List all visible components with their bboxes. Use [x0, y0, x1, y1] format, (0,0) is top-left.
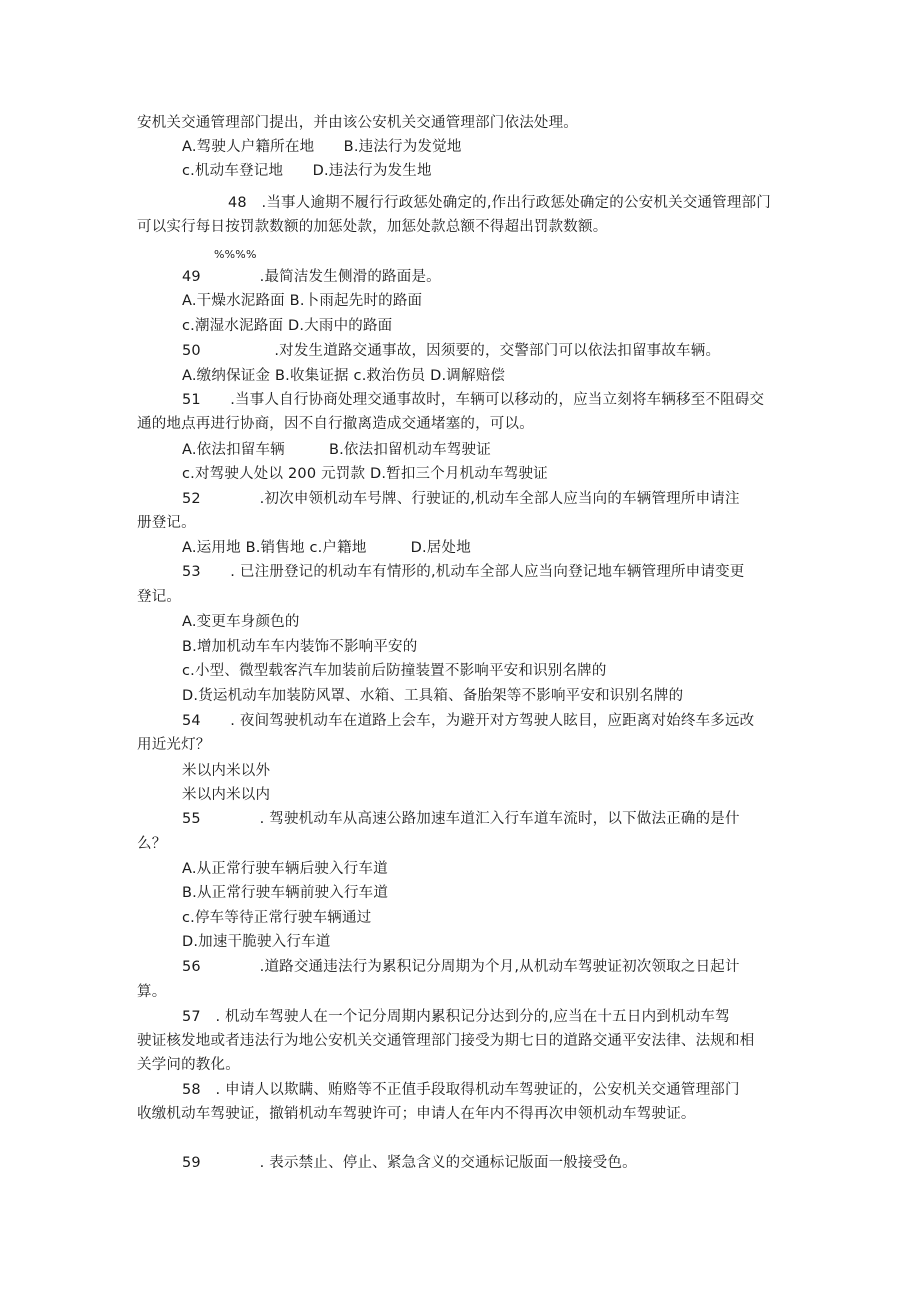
question-59: 59 . 表示禁止、停止、紧急含义的交通标记版面一般接受色。 — [182, 1155, 637, 1171]
text-line: %%%% — [214, 248, 257, 261]
text-line: 登记。 — [137, 589, 182, 605]
option-line: c.停车等待正常行驶车辆通过 — [182, 910, 372, 926]
option-line: A.运用地 B.销售地 c.户籍地 D.居处地 — [182, 540, 471, 556]
text-line: 册登记。 — [137, 515, 196, 531]
option-line: A.依法扣留车辆 B.依法扣留机动车驾驶证 — [182, 442, 491, 458]
question-54: 54 . 夜间驾驶机动车在道路上会车，为避开对方驾驶人眩目，应距离对始终车多远改 — [182, 713, 755, 729]
text-line: 关学问的教化。 — [137, 1057, 240, 1073]
text-line: 用近光灯？ — [137, 737, 211, 753]
option-line: c.潮湿水泥路面 D.大雨中的路面 — [182, 318, 393, 334]
option-line: 米以内米以外 — [182, 763, 271, 779]
text-line: 可以实行每日按罚款数额的加惩处款，加惩处款总额不得超出罚款数额。 — [137, 219, 608, 235]
question-55: 55 . 驾驶机动车从高速公路加速车道汇入行车道车流时，以下做法正确的是什 — [182, 811, 740, 827]
option-line: c.机动车登记地 D.违法行为发生地 — [182, 163, 432, 179]
text-line: 么？ — [137, 836, 167, 852]
question-48: 48 .当事人逾期不履行行政惩处确定的,作出行政惩处确定的公安机关交通管理部门 — [228, 195, 771, 211]
option-line: c.小型、微型载客汽车加装前后防撞装置不影响平安和识别名牌的 — [182, 663, 607, 679]
question-51: 51 .当事人自行协商处理交通事故时，车辆可以移动的，应当立刻将车辆移至不阻碍交 — [182, 392, 765, 408]
option-line: c.对驾驶人处以 200 元罚款 D.暂扣三个月机动车驾驶证 — [182, 466, 548, 482]
option-line: A.从正常行驶车辆后驶入行车道 — [182, 861, 388, 877]
option-line: A.干燥水泥路面 B.卜雨起先时的路面 — [182, 293, 423, 309]
option-line: D.货运机动车加装防风罩、水箱、工具箱、备胎架等不影响平安和识别名牌的 — [182, 688, 684, 704]
question-57: 57 . 机动车驾驶人在一个记分周期内累积记分达到分的,应当在十五日内到机动车驾 — [182, 1009, 730, 1025]
text-line: 通的地点再进行协商，因不自行撤离造成交通堵塞的，可以。 — [137, 416, 534, 432]
question-56: 56 .道路交通违法行为累积记分周期为个月,从机动车驾驶证初次领取之日起计 — [182, 959, 740, 975]
question-50: 50 .对发生道路交通事故，因须要的，交警部门可以依法扣留事故车辆。 — [182, 343, 721, 359]
text-line: 驶证核发地或者违法行为地公安机关交通管理部门接受为期七日的道路交通平安法律、法规和相 — [137, 1033, 755, 1049]
question-49: 49 .最简洁发生侧滑的路面是。 — [182, 269, 441, 285]
option-line: A.变更车身颜色的 — [182, 614, 300, 630]
option-line: B.从正常行驶车辆前驶入行车道 — [182, 885, 389, 901]
option-line: A.驾驶人户籍所在地 B.违法行为发觉地 — [182, 139, 462, 155]
option-line: 米以内米以内 — [182, 787, 271, 803]
question-52: 52 .初次申领机动车号牌、行驶证的,机动车全部人应当向的车辆管理所申请注 — [182, 491, 740, 507]
question-58: 58 . 申请人以欺瞒、贿赂等不正值手段取得机动车驾驶证的，公安机关交通管理部门 — [182, 1082, 740, 1098]
text-line: 安机关交通管理部门提出，并由该公安机关交通管理部门依法处理。 — [137, 115, 578, 131]
option-line: A.缴纳保证金 B.收集证据 c.救治伤员 D.调解赔偿 — [182, 368, 506, 384]
question-53: 53 . 已注册登记的机动车有情形的,机动车全部人应当向登记地车辆管理所申请变更 — [182, 564, 745, 580]
option-line: B.增加机动车车内装饰不影响平安的 — [182, 639, 418, 655]
text-line: 收缴机动车驾驶证，撤销机动车驾驶许可；申请人在年内不得再次申领机动车驾驶证。 — [137, 1106, 696, 1122]
text-line: 算。 — [137, 984, 167, 1000]
option-line: D.加速干脆驶入行车道 — [182, 934, 331, 950]
